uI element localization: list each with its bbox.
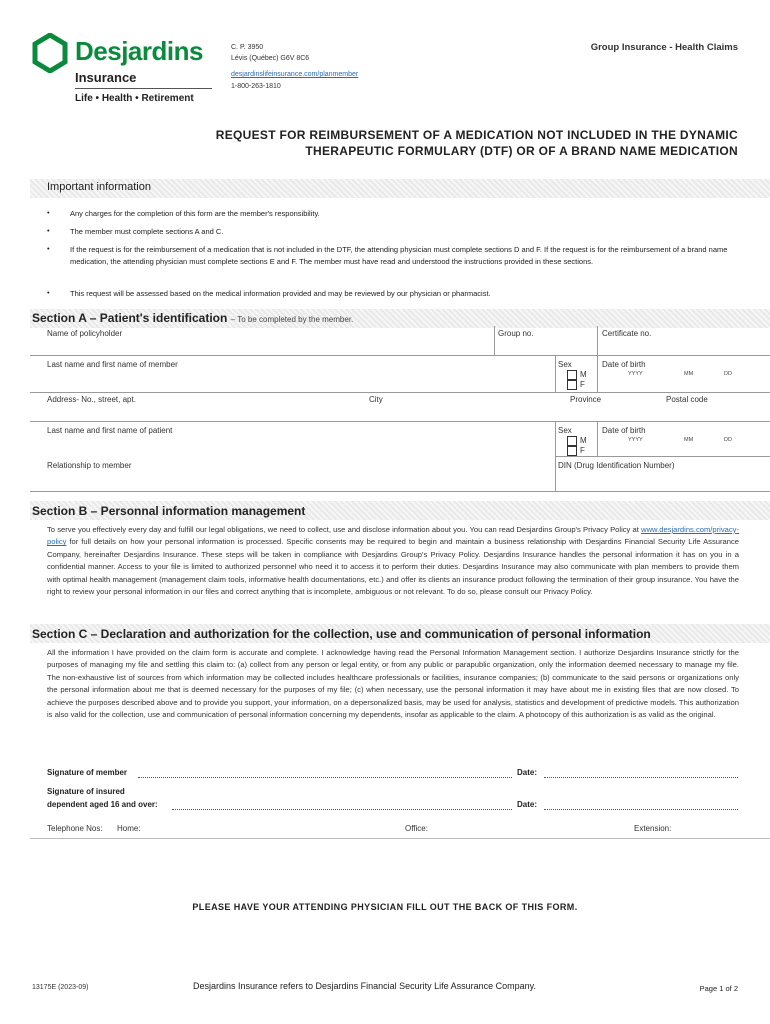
patient-dob-dd: DD [724,437,732,443]
home-phone-label: Home: [117,824,141,833]
dob-label: Date of birth [602,360,646,369]
divider [30,491,770,492]
important-item: The member must complete sections A and C. [70,227,224,236]
divider [30,421,770,422]
dob-yyyy: YYYY [628,371,643,377]
date-dependent-label: Date: [517,800,538,809]
brand-name: Desjardins [75,36,203,66]
bullet-icon: • [47,226,50,235]
physician-note: PLEASE HAVE YOUR ATTENDING PHYSICIAN FILL OUT THE BACK OF THIS FORM. [192,902,578,912]
bullet-icon: • [47,288,50,297]
divider [555,355,556,392]
section-a-title [32,311,353,325]
signature-dependent-field[interactable] [172,809,512,810]
form-code: 13175E (2023-09) [32,984,89,991]
city-label: City [369,395,383,404]
divider [30,392,770,393]
page-title [40,127,738,159]
signature-member-field[interactable] [138,777,512,778]
brand-tagline: Life • Health • Retirement [75,93,194,104]
policyholder-label: Name of policyholder [47,329,123,338]
section-b-text-start: To serve you effectively every day and fulfill our legal obligations, we need to collect, use and disclose information about you. You can read Desjardins Group's Privacy Policy at [47,525,642,534]
divider [597,355,598,392]
date-label: Date: [517,768,538,777]
patient-dob-mm: MM [684,437,694,443]
member-name-label: Last name and first name of member [47,360,178,369]
section-b-text-end: for full details on how your personal information is processed. Specific consents may be required to begin and maintain a business relationship with Desjardins Financial Security Life Assurance Company, hereinafter Desjardins Insurance. These steps will be taken in compliance with Desjardins Group's Privacy Policy. Desjardins Insurance handles the personal information it has on you in a confidential manner. Access to your file is limited to authorized personnel who need it to access it to perform their duties. Desjardins Insurance may also communicate with plan members to provide them with optimal health management (management claim tools, informative health documentations, etc.) and offer its clients an insurance product following the termination of their group insurance. You have the right to review your personal information in our files and correct anything that is incomplete, ambiguous or not relevant. To do so, please consult our Privacy Policy. [47,537,739,597]
divider [30,838,770,839]
din-label: DIN (Drug Identification Number) [558,461,675,470]
desjardins-logo-icon [32,33,68,78]
certificate-no-label: Certificate no. [602,329,652,338]
address-line-2: Lévis (Québec) G6V 8C6 [231,55,310,62]
patient-sex-m-checkbox[interactable] [567,436,577,446]
title-line-1: REQUEST FOR REIMBURSEMENT OF A MEDICATION NOT INCLUDED IN THE DYNAMIC [215,128,738,142]
bullet-icon: • [47,244,50,253]
group-no-label: Group no. [498,329,534,338]
patient-sex-m-label: M [580,436,587,445]
sex-f-checkbox[interactable] [567,380,577,390]
sex-m-label: M [580,370,587,379]
section-a-heading: Section A – Patient's identification [32,311,228,325]
address-line-1: C. P. 3950 [231,44,264,51]
patient-dob-label: Date of birth [602,426,646,435]
section-a-note: – To be completed by the member. [230,315,354,324]
relationship-label: Relationship to member [47,461,132,470]
date-member-field[interactable] [544,777,738,778]
telephone-label: Telephone Nos: [47,824,103,833]
sex-label: Sex [558,360,572,369]
website-link[interactable]: desjardinslifeinsurance.com/planmember [231,71,359,78]
patient-dob-yyyy: YYYY [628,437,643,443]
important-item: If the request is for the reimbursement of a medication that is not included in the DTF, the attending physician must complete sections D and F. If the request is for the reimbursement of a brand name medication, the attending physician must complete sections E and F. The member must have read and understood the instructions provided in these sections. [70,245,728,266]
privacy-policy-link[interactable]: www.desjardins.com/privacy-policy [47,525,739,547]
province-label: Province [570,395,602,404]
office-phone-label: Office: [405,824,428,833]
sex-f-label: F [580,380,585,389]
divider [30,355,770,356]
postal-code-label: Postal code [666,395,708,404]
footer-statement: Desjardins Insurance refers to Desjardins Financial Security Life Assurance Company. [193,981,536,991]
bullet-icon: • [47,208,50,217]
signature-member-label: Signature of member [47,768,128,777]
divider [597,326,598,355]
divider [597,421,598,456]
important-item: Any charges for the completion of this form are the member's responsibility. [70,209,320,218]
signature-dependent-label-1: Signature of insured [47,787,125,796]
form-category: Group Insurance - Health Claims [590,42,738,53]
section-c-text: All the information I have provided on the claim form is accurate and complete. I acknowledge having read the Personal Information Management section. I authorize Desjardins Insurance strictly for the purposes of managing my file and settling this claim to: (a) collect from any person or legal entity, or from any public or parapublic organization, only the information deemed necessary to manage my file. The non-exhaustive list of sources from which information may be collected includes healthcare professionals or facilities, insurance companies; (b) communicate to the said persons or organizations only the personal information about me that is deemed necessary for the purposes of my file; (c) when necessary, use the personal information it may have about me in existing files that are now closed. To achieve the purposes described above and to provide you support, your information, on a depersonalized basis, may be used for analysis, statistics and development of predictive models. This authorization is also valid for the collection, use and communication of personal information concerning my dependents, insofar as applicable to the claim. A photocopy of this authorization is as valid as the original. [47,648,739,720]
patient-name-label: Last name and first name of patient [47,426,173,435]
section-c-title: Section C – Declaration and authorization for the collection, use and communication of personal information [32,627,651,641]
patient-sex-label: Sex [558,426,572,435]
important-item: This request will be assessed based on the medical information provided and may be reviewed by our physician or pharmacist. [70,289,491,298]
title-line-2: THERAPEUTIC FORMULARY (DTF) OR OF A BRAND NAME MEDICATION [305,144,738,158]
address-label: Address- No., street, apt. [47,395,136,404]
section-b-title: Section B – Personnal information management [32,504,306,518]
dob-mm: MM [684,371,694,377]
divider [555,456,770,457]
signature-dependent-label-2: dependent aged 16 and over: [47,800,158,809]
sex-m-checkbox[interactable] [567,370,577,380]
patient-sex-f-label: F [580,446,585,455]
patient-sex-f-checkbox[interactable] [567,446,577,456]
important-title: Important information [47,181,151,193]
divider [555,456,556,491]
brand-divider [75,88,212,89]
section-b-text [47,524,739,598]
phone-number: 1-800-263-1810 [231,83,281,90]
brand-subtitle: Insurance [75,70,137,85]
extension-label: Extension: [634,824,672,833]
dob-dd: DD [724,371,732,377]
date-dependent-field[interactable] [544,809,738,810]
page-number: Page 1 of 2 [699,984,738,993]
divider [494,326,495,355]
divider [555,421,556,456]
